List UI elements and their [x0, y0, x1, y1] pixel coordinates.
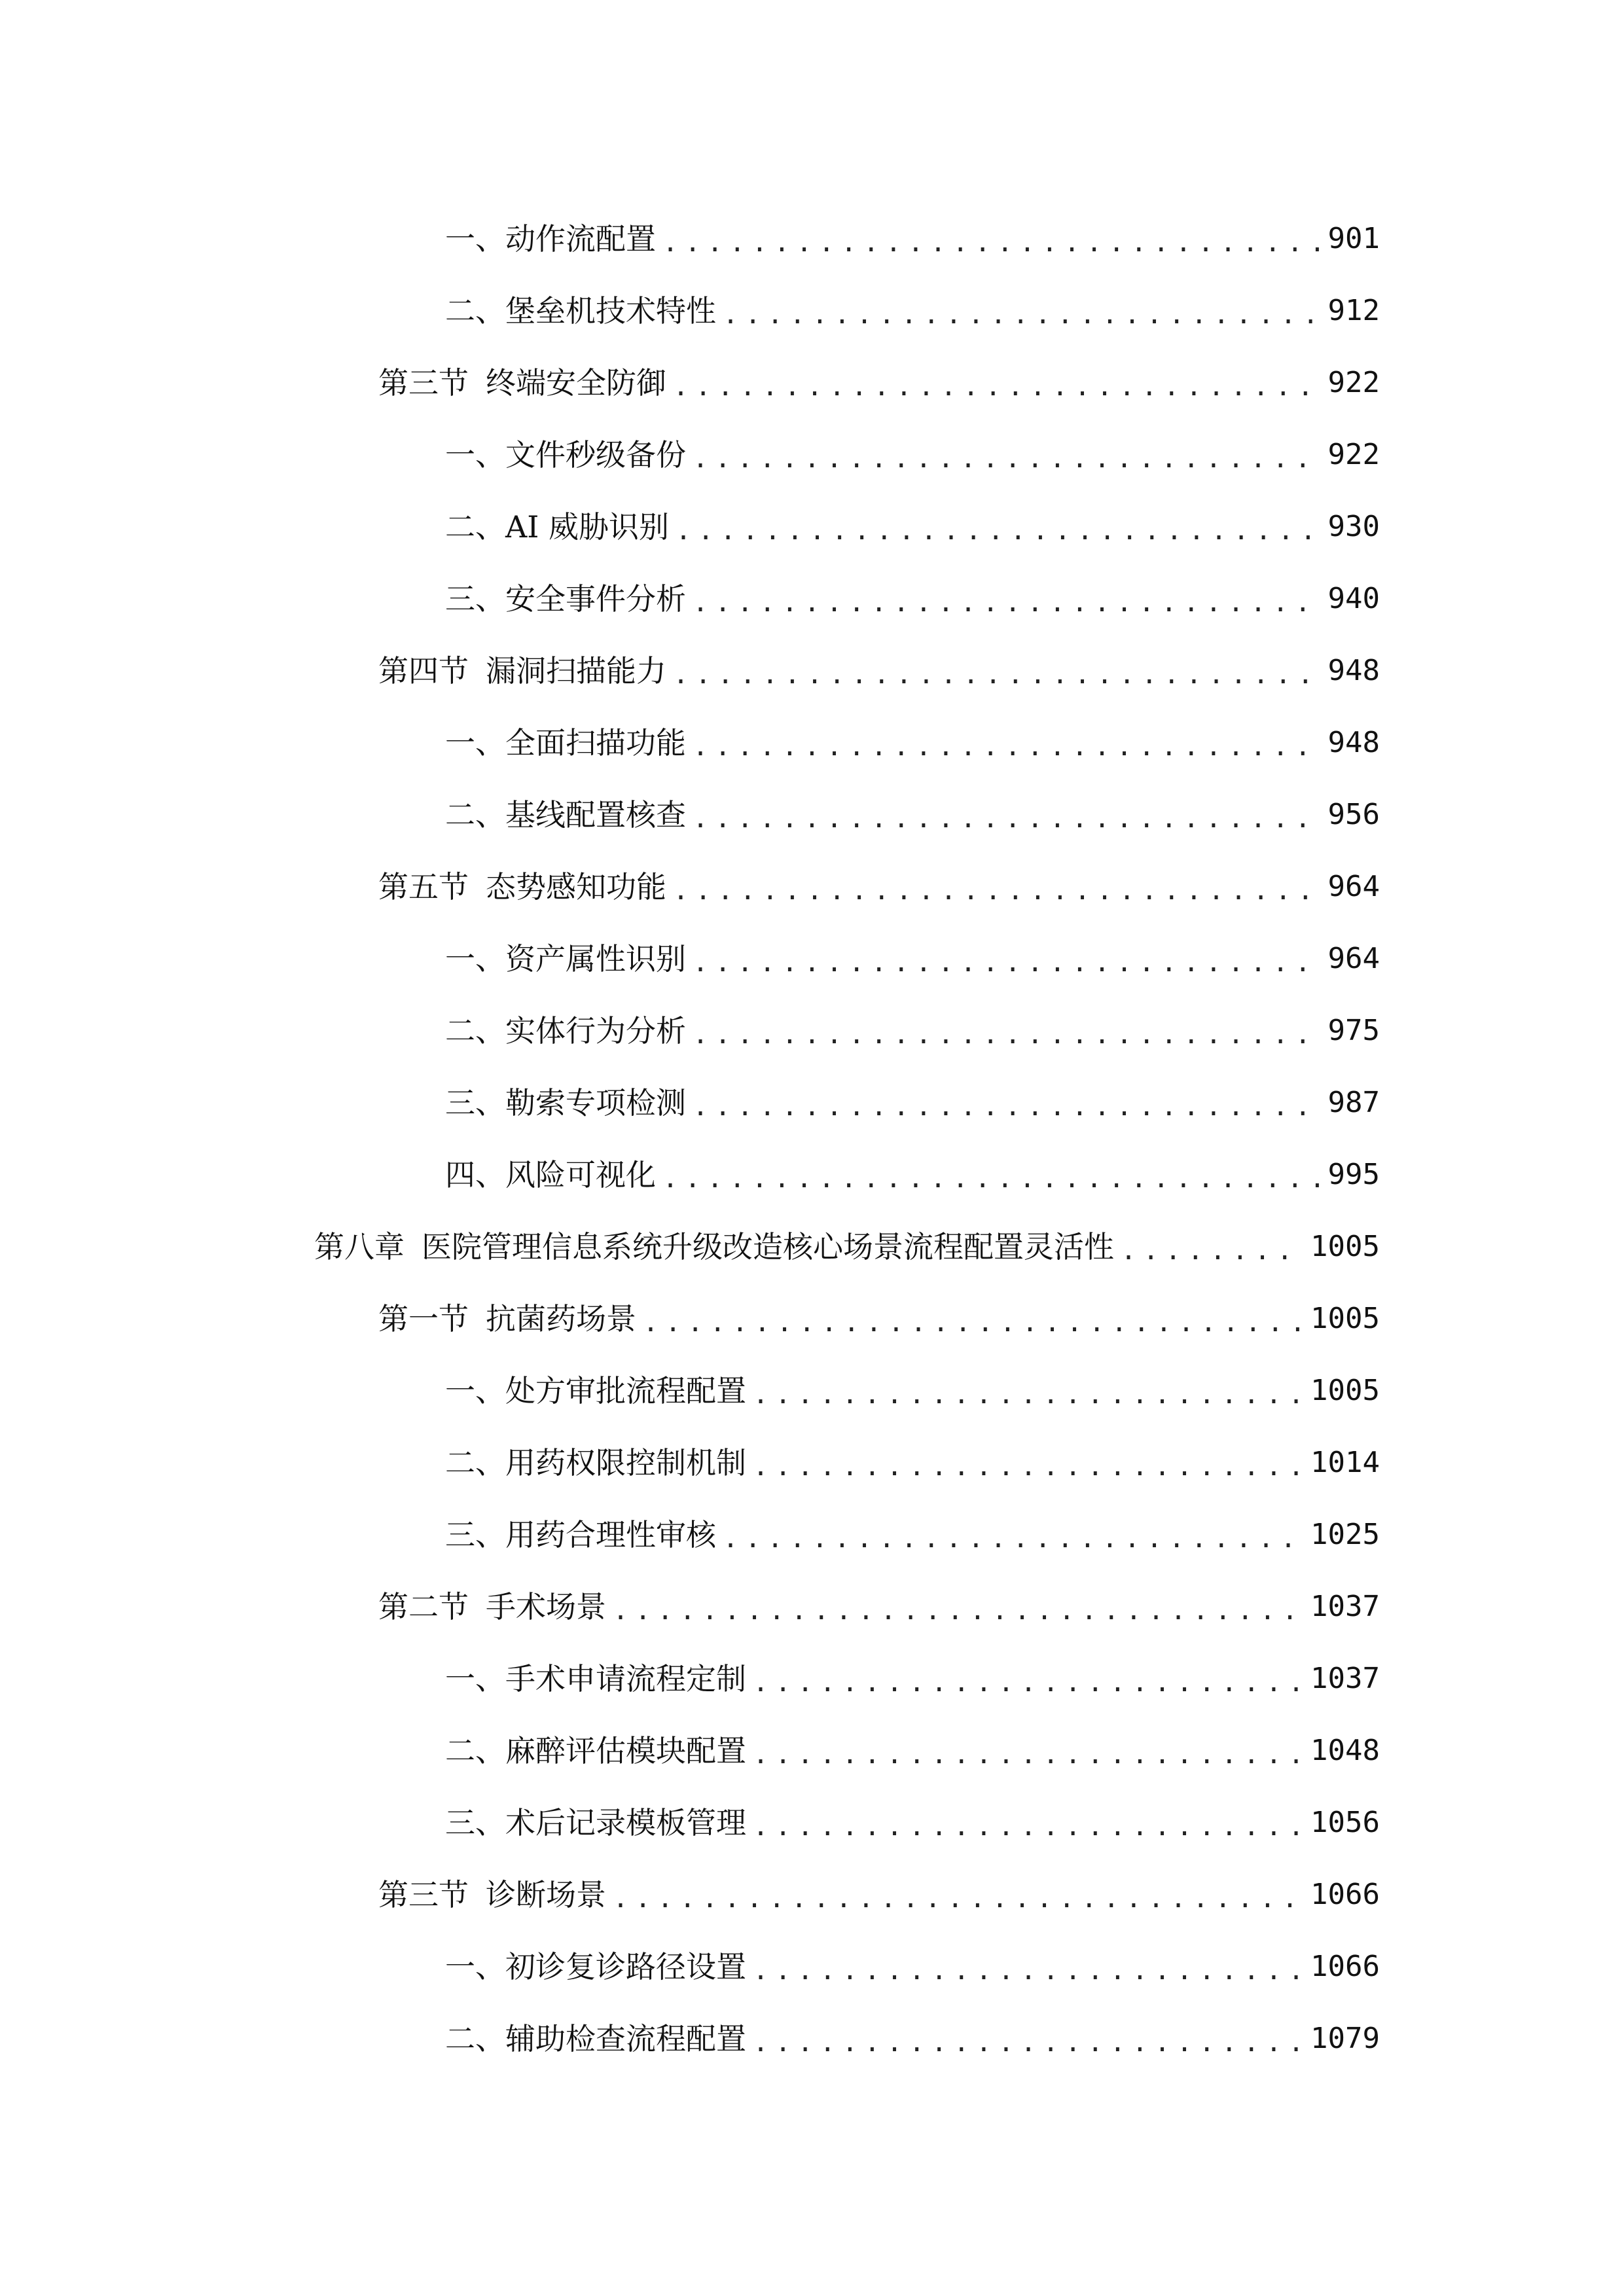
toc-entry-page: 1005 [1310, 1302, 1380, 1335]
toc-entry-page: 922 [1327, 438, 1380, 471]
toc-entry-page: 1014 [1310, 1446, 1380, 1479]
toc-entry-number: 第四节 [378, 653, 469, 689]
toc-entry-number: 第五节 [378, 869, 469, 905]
toc-entry-title: 抗菌药场景 [486, 1301, 636, 1336]
toc-entry-page: 987 [1327, 1086, 1380, 1119]
toc-entry-title: 用药权限控制机制 [505, 1445, 746, 1480]
toc-entry-page: 1005 [1310, 1374, 1380, 1407]
toc-entry-page: 1037 [1310, 1662, 1380, 1695]
toc-entry-number: 一、 [445, 725, 505, 761]
toc-entry[interactable] [0, 419, 1624, 491]
toc-entry[interactable] [0, 1427, 1624, 1499]
toc-entry-title: 用药合理性审核 [505, 1517, 716, 1552]
toc-entry-number: 二、 [445, 797, 505, 833]
toc-entry[interactable] [0, 1067, 1624, 1139]
toc-entry[interactable] [0, 1499, 1624, 1571]
toc-entry-title: 基线配置核查 [505, 797, 686, 833]
toc-entry-number: 一、 [445, 1949, 505, 1984]
toc-entry[interactable] [0, 491, 1624, 563]
toc-entry-title: 文件秒级备份 [505, 437, 686, 473]
toc-entry-page: 1048 [1310, 1734, 1380, 1767]
toc-entry-title: 术后记录模板管理 [505, 1805, 746, 1840]
toc-entry-title: 初诊复诊路径设置 [505, 1949, 746, 1984]
toc-entry-number: 第三节 [378, 365, 469, 401]
toc-entry-title: 资产属性识别 [505, 941, 686, 977]
toc-entry-number: 第二节 [378, 1589, 469, 1624]
toc-entry-title: 手术申请流程定制 [505, 1661, 746, 1696]
dot-leader [693, 590, 1319, 616]
toc-entry-title: 终端安全防御 [486, 365, 666, 401]
dot-leader [693, 446, 1319, 472]
dot-leader [693, 950, 1319, 976]
toc-entry-number: 二、 [445, 2021, 505, 2056]
toc-entry[interactable] [0, 1715, 1624, 1787]
dot-leader [753, 1742, 1301, 1768]
toc-entry[interactable] [0, 563, 1624, 635]
toc-entry-number: 二、 [445, 1733, 505, 1768]
toc-entry[interactable] [0, 275, 1624, 347]
dot-leader [753, 1814, 1301, 1840]
toc-entry-page: 964 [1327, 870, 1380, 903]
toc-entry-page: 1079 [1310, 2022, 1380, 2055]
toc-entry[interactable] [0, 707, 1624, 779]
toc-entry-title: 全面扫描功能 [505, 725, 686, 761]
toc-entry-page: 1066 [1310, 1950, 1380, 1983]
toc-entry-page: 995 [1327, 1158, 1380, 1191]
dot-leader [753, 2030, 1301, 2056]
dot-leader [693, 734, 1319, 760]
toc-entry-title: 安全事件分析 [505, 581, 686, 617]
toc-entry[interactable] [0, 347, 1624, 419]
dot-leader [693, 1022, 1319, 1048]
toc-entry-number: 第一节 [378, 1301, 469, 1336]
toc-entry-title: 医院管理信息系统升级改造核心场景流程配置灵活性 [422, 1229, 1114, 1265]
dot-leader [723, 1526, 1301, 1552]
dot-leader [693, 806, 1319, 832]
toc-entry-number: 二、 [445, 293, 505, 329]
toc-entry[interactable] [0, 779, 1624, 851]
toc-entry[interactable] [0, 851, 1624, 923]
toc-entry[interactable] [0, 1139, 1624, 1211]
toc-entry-number: 一、 [445, 221, 505, 257]
toc-entry-page: 922 [1327, 366, 1380, 399]
toc-entry[interactable] [0, 923, 1624, 995]
toc-entry[interactable] [0, 1211, 1624, 1283]
dot-leader [1121, 1238, 1301, 1264]
toc-entry[interactable] [0, 635, 1624, 707]
toc-entry[interactable] [0, 1571, 1624, 1643]
toc-entry[interactable] [0, 1787, 1624, 1859]
dot-leader [676, 518, 1319, 544]
toc-entry[interactable] [0, 1283, 1624, 1355]
dot-leader [613, 1598, 1301, 1624]
toc-entry-number: 三、 [445, 1805, 505, 1840]
toc-entry[interactable] [0, 1859, 1624, 1931]
toc-entry-number: 一、 [445, 1661, 505, 1696]
toc-entry[interactable] [0, 203, 1624, 275]
toc-entry-page: 940 [1327, 582, 1380, 615]
toc-entry-number: 二、 [445, 509, 505, 545]
toc-entry-title: 麻醉评估模块配置 [505, 1733, 746, 1768]
toc-entry[interactable] [0, 1931, 1624, 2003]
toc-entry-page: 930 [1327, 510, 1380, 543]
toc-entry-page: 956 [1327, 798, 1380, 831]
dot-leader [643, 1310, 1301, 1336]
toc-entry-title: 手术场景 [486, 1589, 606, 1624]
toc-entry-number: 三、 [445, 581, 505, 617]
toc-entry-title: 处方审批流程配置 [505, 1373, 746, 1408]
toc-entry-page: 912 [1327, 294, 1380, 327]
toc-entry-page: 1066 [1310, 1878, 1380, 1911]
toc-entry[interactable] [0, 2003, 1624, 2075]
dot-leader [723, 302, 1319, 328]
toc-entry-title: 勒索专项检测 [505, 1085, 686, 1121]
dot-leader [673, 878, 1319, 904]
toc-entry-number: 二、 [445, 1445, 505, 1480]
dot-leader [662, 230, 1319, 256]
toc-entry-title: 态势感知功能 [486, 869, 666, 905]
toc-entry-number: 一、 [445, 437, 505, 473]
dot-leader [613, 1886, 1301, 1912]
toc-entry-number: 三、 [445, 1085, 505, 1121]
toc-entry-number: 第八章 [314, 1229, 405, 1265]
toc-entry-page: 948 [1327, 654, 1380, 687]
dot-leader [693, 1094, 1319, 1120]
dot-leader [662, 1166, 1319, 1192]
toc-entry-number: 一、 [445, 941, 505, 977]
toc-entry-title: 诊断场景 [486, 1877, 606, 1912]
toc-entry[interactable] [0, 1643, 1624, 1715]
toc-entry-page: 1037 [1310, 1590, 1380, 1623]
dot-leader [753, 1382, 1301, 1408]
toc-entry-page: 901 [1327, 222, 1380, 255]
toc-entry-title: 动作流配置 [505, 221, 656, 257]
toc-entry-page: 1025 [1310, 1518, 1380, 1551]
toc-entry-number: 一、 [445, 1373, 505, 1408]
toc-entry-title: 漏洞扫描能力 [486, 653, 666, 689]
toc-entry-page: 948 [1327, 726, 1380, 759]
dot-leader [673, 374, 1319, 400]
toc-entry-number: 四、 [445, 1157, 505, 1193]
toc-entry-title: AI 威胁识别 [505, 509, 670, 545]
toc-entry-page: 1056 [1310, 1806, 1380, 1839]
dot-leader [673, 662, 1319, 688]
toc-entry-number: 第三节 [378, 1877, 469, 1912]
dot-leader [753, 1958, 1301, 1984]
toc-entry-page: 964 [1327, 942, 1380, 975]
toc-entry-number: 三、 [445, 1517, 505, 1552]
dot-leader [753, 1454, 1301, 1480]
toc-entry-page: 975 [1327, 1014, 1380, 1047]
toc-entry[interactable] [0, 1355, 1624, 1427]
toc-entry-title: 实体行为分析 [505, 1013, 686, 1049]
toc-entry-title: 风险可视化 [505, 1157, 656, 1193]
dot-leader [753, 1670, 1301, 1696]
toc-entry-number: 二、 [445, 1013, 505, 1049]
toc-entry-title: 辅助检查流程配置 [505, 2021, 746, 2056]
toc-entry-title: 堡垒机技术特性 [505, 293, 716, 329]
toc-entry-page: 1005 [1310, 1230, 1380, 1263]
toc-entry[interactable] [0, 995, 1624, 1067]
table-of-contents [0, 203, 1624, 2075]
